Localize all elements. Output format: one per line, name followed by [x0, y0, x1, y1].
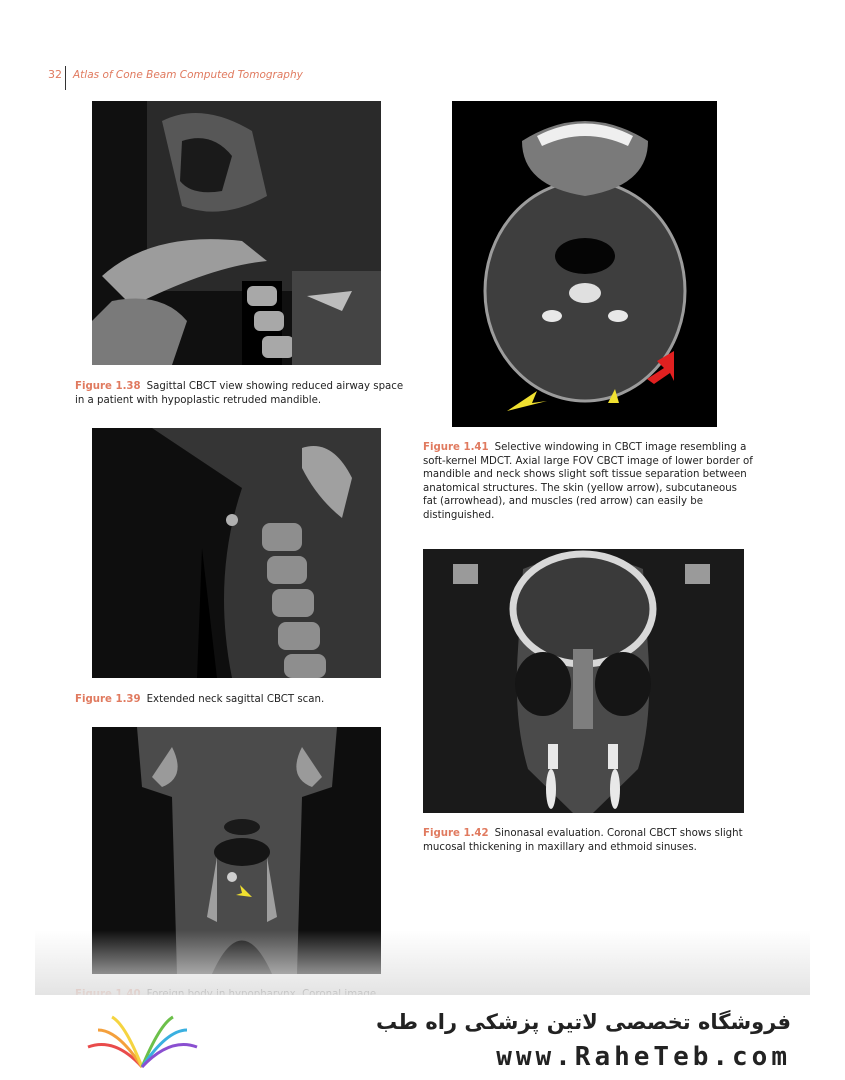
figure-1-39-caption — [75, 693, 405, 707]
figure-1-41-image — [452, 101, 717, 427]
figure-1-41-caption — [423, 441, 753, 523]
figure-1-38-image — [92, 101, 381, 365]
open-book-logo-icon — [80, 1012, 205, 1074]
figure-label: Figure 1.38 — [75, 381, 141, 392]
figure-label: Figure 1.41 — [423, 442, 489, 453]
shop-name: فروشگاه تخصصی لاتین پزشکی راه طب — [376, 1010, 791, 1034]
bottom-fade — [35, 930, 810, 995]
caption-text: Extended neck sagittal CBCT scan. — [146, 694, 325, 705]
figure-1-42-caption — [423, 827, 753, 854]
caption-text: Sinonasal evaluation. Coronal CBCT shows slight mucosal thickening in maxillary and ethmoid sinuses. — [423, 828, 743, 853]
page-number: 32 — [48, 68, 62, 81]
figure-label: Figure 1.42 — [423, 828, 489, 839]
figure-1-39-image — [92, 428, 381, 678]
figure-label: Figure 1.39 — [75, 694, 141, 705]
caption-text: Selective windowing in CBCT image resembling a soft-kernel MDCT. Axial large FOV CBCT image of lower border of mandible and neck shows slight soft tissue separation between anatomical structures. The skin (yellow arrow), subcutaneous fat (arrowhead), and muscles (red arrow) can easily be distinguished. — [423, 442, 753, 521]
running-title: Atlas of Cone Beam Computed Tomography — [73, 69, 303, 81]
caption-text: Sagittal CBCT view showing reduced airway space in a patient with hypoplastic retruded mandible. — [75, 381, 404, 406]
figure-1-42-image — [423, 549, 744, 813]
figure-1-38-caption — [75, 380, 405, 407]
header-divider — [65, 66, 66, 90]
shop-url-link[interactable]: www.RaheTeb.com — [496, 1042, 791, 1072]
